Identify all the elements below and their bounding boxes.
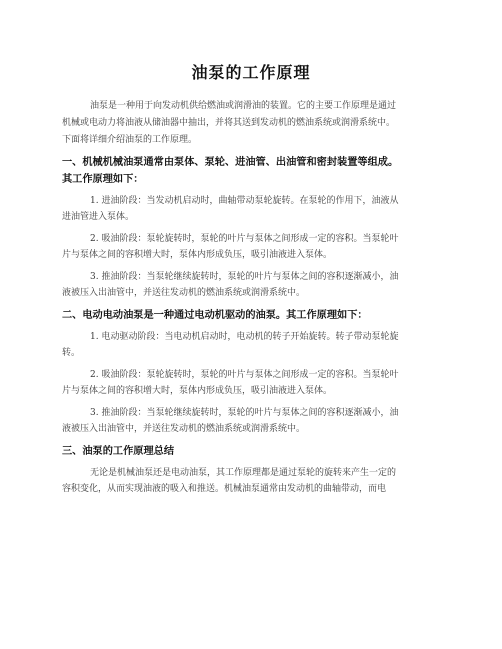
intro-line: 油泵是一种用于向发动机供给燃油或润滑油的装置。它的主要工作原理是通过 (90, 101, 397, 111)
step-line: 液被压入出油管中，并送往发动机的燃油系统或润滑系统中。 (62, 424, 306, 434)
intro-line: 下面将详细介绍油泵的工作原理。 (62, 135, 198, 145)
step-line: 1. 进油阶段：当发动机启动时，曲轴带动泵轮旋转。在泵轮的作用下，油液从 (90, 196, 399, 206)
step-line: 1. 电动驱动阶段：当电动机启动时，电动机的转子开始旋转。转子带动泵轮旋 (90, 332, 399, 342)
section-heading: 一、机械机械油泵通常由泵体、泵轮、进油管、出油管和密封装置等组成。 (62, 157, 399, 168)
body-line: 无论是机械油泵还是电动油泵，其工作原理都是通过泵轮的旋转来产生一定的 (90, 468, 397, 478)
step-line: 2. 吸油阶段：泵轮旋转时，泵轮的叶片与泵体之间形成一定的容积。当泵轮叶 (90, 370, 399, 380)
section-heading: 其工作原理如下： (62, 174, 144, 185)
step-line: 3. 推油阶段：当泵轮继续旋转时，泵轮的叶片与泵体之间的容积逐渐减小，油 (90, 408, 399, 418)
step-line: 片与泵体之间的容积增大时，泵体内形成负压，吸引油液进入泵体。 (62, 386, 333, 396)
step-line: 液被压入出油管中，并送往发动机的燃油系统或润滑系统中。 (62, 288, 306, 298)
step-line: 进油管进入泵体。 (62, 212, 135, 222)
intro-line: 机械或电动力将油液从储油器中抽出，并将其送到发动机的燃油系统或润滑系统中。 (62, 118, 396, 128)
step-line: 片与泵体之间的容积增大时，泵体内形成负压，吸引油液进入泵体。 (62, 250, 333, 260)
section-heading: 二、电动电动油泵是一种通过电动机驱动的油泵。其工作原理如下： (62, 310, 368, 321)
section-heading: 三、油泵的工作原理总结 (62, 446, 175, 457)
body-line: 容积变化，从而实现油液的吸入和推送。机械油泵通常由发动机的曲轴带动，而电 (62, 484, 387, 494)
step-line: 3. 推油阶段：当泵轮继续旋转时，泵轮的叶片与泵体之间的容积逐渐减小，油 (90, 272, 399, 282)
page-title: 油泵的工作原理 (191, 63, 311, 82)
step-line: 2. 吸油阶段：泵轮旋转时，泵轮的叶片与泵体之间形成一定的容积。当泵轮叶 (90, 234, 399, 244)
step-line: 转。 (62, 348, 81, 358)
